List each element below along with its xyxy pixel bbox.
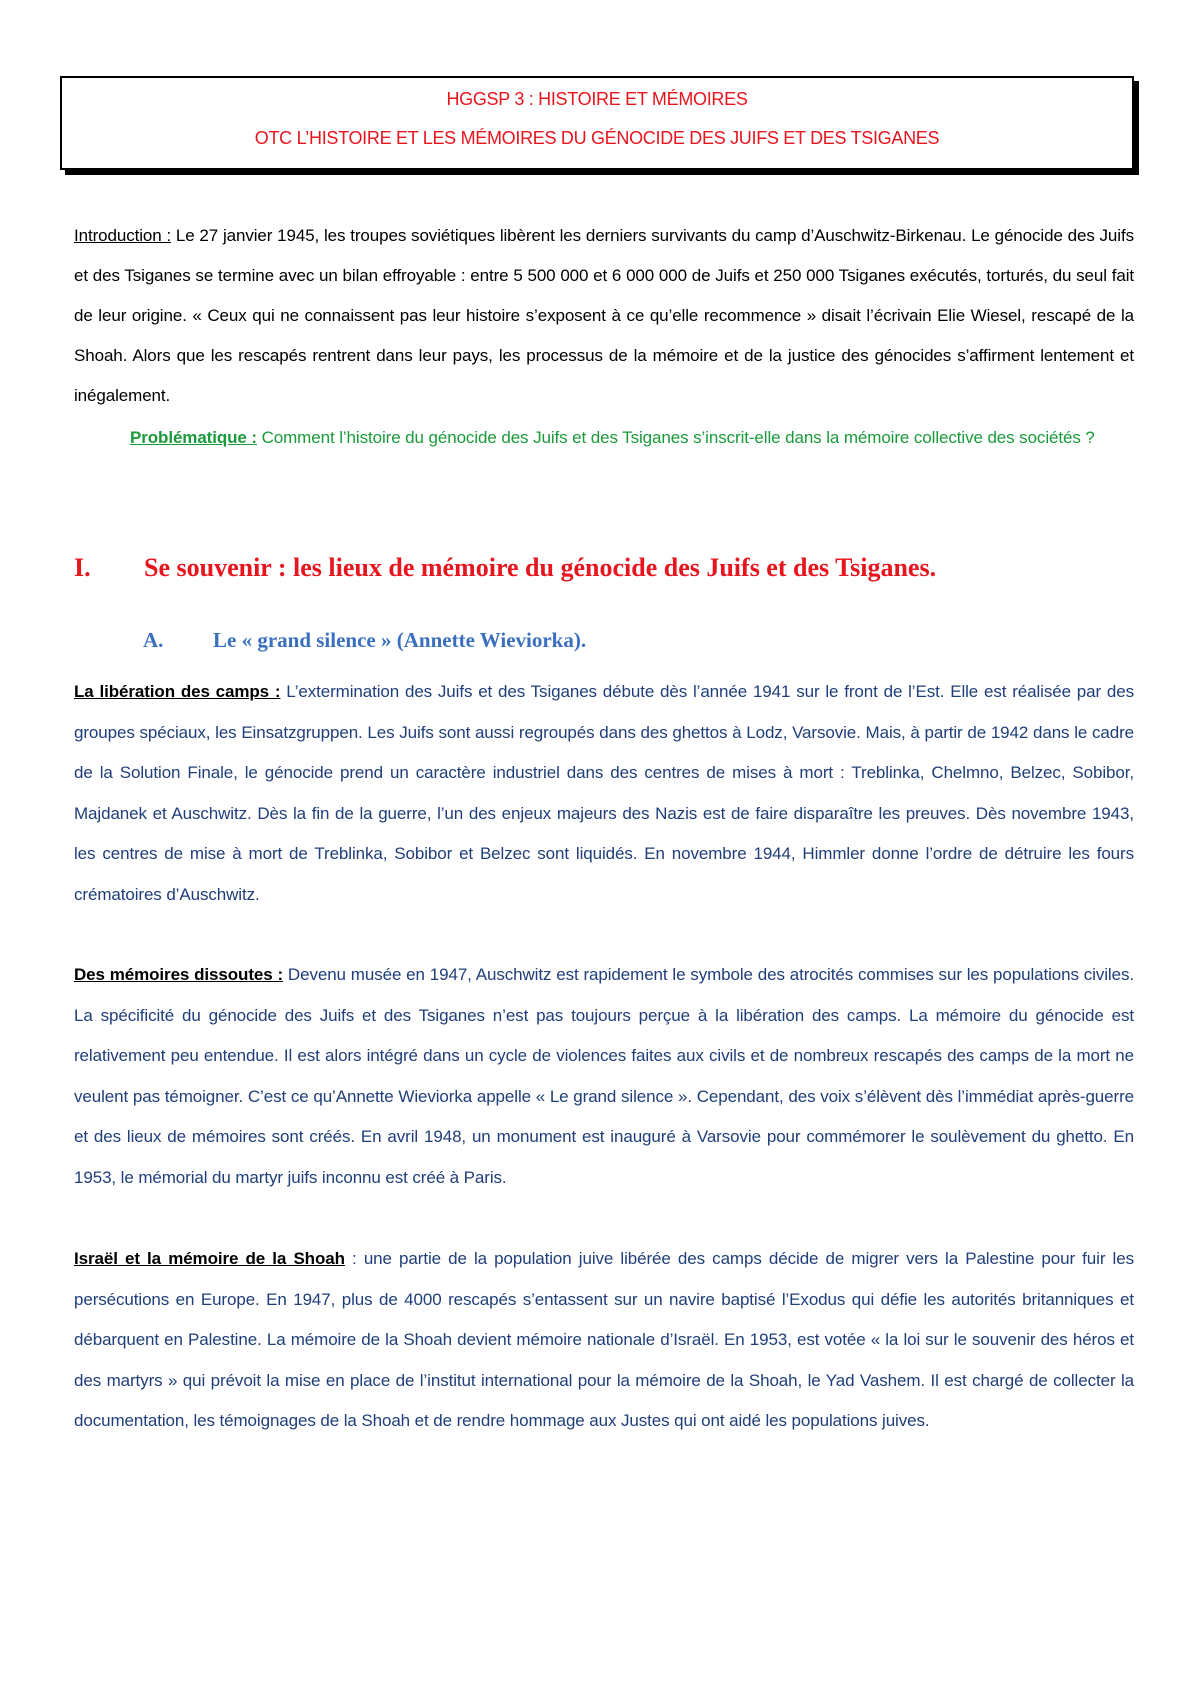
- section-number: I.: [74, 553, 91, 582]
- problematique-text: Comment l’histoire du génocide des Juifs et des Tsiganes s’inscrit-elle dans la mémoire collective des sociétés ?: [256, 428, 1095, 447]
- course-title: HGGSP 3 : HISTOIRE ET MÉMOIRES: [446, 89, 748, 109]
- introduction-paragraph: [74, 216, 1134, 416]
- introduction-text: Le 27 janvier 1945, les troupes soviétiques libèrent les derniers survivants du camp d’Auschwitz-Birkenau. Le génocide des Juifs et des Tsiganes se termine avec un bilan effroyable : entre 5 500 000 et 6 000 000 de Juifs et 250 000 Tsiganes exécutés, torturés, du seul fait de leur origine. « Ceux qui ne connaissent pas leur histoire s’exposent à ce qu’elle recommence » disait l’écrivain Elie Wiesel, rescapé de la Shoah. Alors que les rescapés rentrent dans leur pays, les processus de la mémoire et de la justice des génocides s’affirment lentement et inégalement.: [74, 226, 1134, 405]
- paragraph-israel-shoah: [74, 1239, 1134, 1442]
- paragraph-text: Devenu musée en 1947, Auschwitz est rapidement le symbole des atrocités commises sur les populations civiles. La spécificité du génocide des Juifs et des Tsiganes n’est pas toujours perçue à la libération des camps. La mémoire du génocide est relativement peu entendue. Il est alors intégré dans un cycle de violences faites aux civils et de nombreux rescapés des camps de la mort ne veulent pas témoigner. C’est ce qu’Annette Wieviorka appelle « Le grand silence ». Cependant, des voix s’élèvent dès l’immédiat après-guerre et des lieux de mémoires sont créés. En avril 1948, un monument est inauguré à Varsovie pour commémorer le soulèvement du ghetto. En 1953, le mémorial du martyr juifs inconnu est créé à Paris.: [74, 965, 1134, 1187]
- subsection-title: Le « grand silence » (Annette Wieviorka).: [213, 628, 587, 652]
- title-box: [60, 76, 1134, 170]
- chapter-title: OTC L’HISTOIRE ET LES MÉMOIRES DU GÉNOCIDE DES JUIFS ET DES TSIGANES: [254, 128, 940, 148]
- paragraph-label: Des mémoires dissoutes :: [74, 965, 284, 984]
- subsection-number: A.: [143, 628, 164, 652]
- introduction-label: Introduction :: [74, 226, 172, 245]
- problematique-paragraph: [74, 418, 1134, 458]
- paragraph-text: L’extermination des Juifs et des Tsiganes débute dès l’année 1941 sur le front de l’Est. Elle est réalisée par des groupes spéciaux, les Einsatzgruppen. Les Juifs sont aussi regroupés dans des ghettos à Lodz, Varsovie. Mais, à partir de 1942 dans le cadre de la Solution Finale, le génocide prend un caractère industriel dans des centres de mises à mort : Treblinka, Chelmno, Belzec, Sobibor, Majdanek et Auschwitz. Dès la fin de la guerre, l’un des enjeux majeurs des Nazis est de faire disparaître les preuves. Dès novembre 1943, les centres de mise à mort de Treblinka, Sobibor et Belzec sont liquidés. En novembre 1944, Himmler donne l’ordre de détruire les fours crématoires d’Auschwitz.: [74, 682, 1135, 904]
- problematique-label: Problématique :: [130, 428, 257, 447]
- paragraph-text: : une partie de la population juive libérée des camps décide de migrer vers la Palestine pour fuir les persécutions en Europe. En 1947, plus de 4000 rescapés s’entassent sur un navire baptisé l’Exodus qui défie les autorités britanniques et débarquent en Palestine. La mémoire de la Shoah devient mémoire nationale d’Israël. En 1953, est votée « la loi sur le souvenir des héros et des martyrs » qui prévoit la mise en place de l’institut international pour la mémoire de la Shoah, le Yad Vashem. Il est chargé de collecter la documentation, les témoignages de la Shoah et de rendre hommage aux Justes qui ont aidé les populations juives.: [74, 1249, 1134, 1430]
- paragraph-label: Israël et la mémoire de la Shoah: [74, 1249, 345, 1268]
- section-title: Se souvenir : les lieux de mémoire du génocide des Juifs et des Tsiganes.: [144, 553, 937, 582]
- paragraph-label: La libération des camps :: [74, 682, 281, 701]
- paragraph-liberation-camps: [74, 672, 1134, 915]
- section-heading: [74, 553, 936, 583]
- paragraph-memoires-dissoutes: [74, 955, 1134, 1198]
- subsection-heading: [143, 628, 586, 653]
